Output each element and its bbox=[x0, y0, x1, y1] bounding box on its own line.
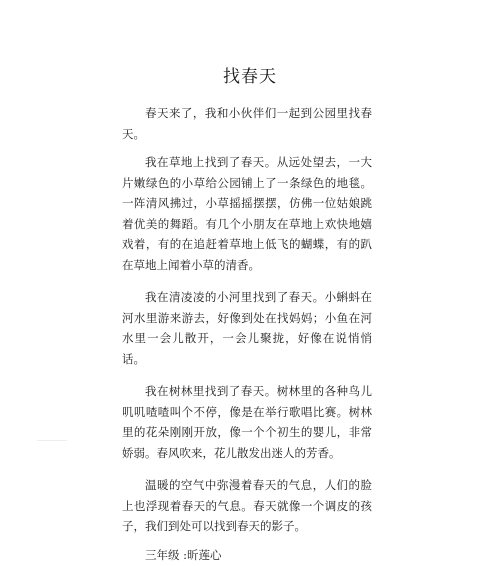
paragraph-3: 我在清凌凌的小河里找到了春天。小蝌蚪在河水里游来游去，好像到处在找妈妈；小鱼在河水里一会儿散开，一会儿聚拢，好像在说悄悄话。 bbox=[122, 290, 372, 366]
paragraph-1: 春天来了，我和小伙伴们一起到公园里找春天。 bbox=[122, 106, 372, 141]
paragraph-2: 我在草地上找到了春天。从远处望去，一大片嫩绿色的小草给公园铺上了一条绿色的地毯。一阵清风拂过，小草摇摇摆摆，仿佛一位姑娘跳着优美的舞蹈。有几个小朋友在草地上欢快地嬉戏着，有的在追赶着草地上低飞的蝴蝶，有的趴在草地上闻着小草的清香。 bbox=[122, 155, 372, 272]
paragraph-4: 我在树林里找到了春天。树林里的各种鸟儿叽叽喳喳叫个不停，像是在举行歌唱比赛。树林里的花朵刚刚开放，像一个个初生的婴儿，非常娇弱。春风吹来，花儿散发出迷人的芳香。 bbox=[122, 384, 372, 460]
author-signature: 三年级 :昕莲心 bbox=[145, 547, 222, 562]
document-title: 找春天 bbox=[223, 67, 277, 87]
paragraph-5: 温暖的空气中弥漫着春天的气息，人们的脸上也浮现着春天的气息。春天就像一个调皮的孩子，我们到处可以找到春天的影子。 bbox=[122, 478, 372, 533]
document-body bbox=[122, 103, 372, 565]
faint-divider bbox=[37, 440, 67, 441]
